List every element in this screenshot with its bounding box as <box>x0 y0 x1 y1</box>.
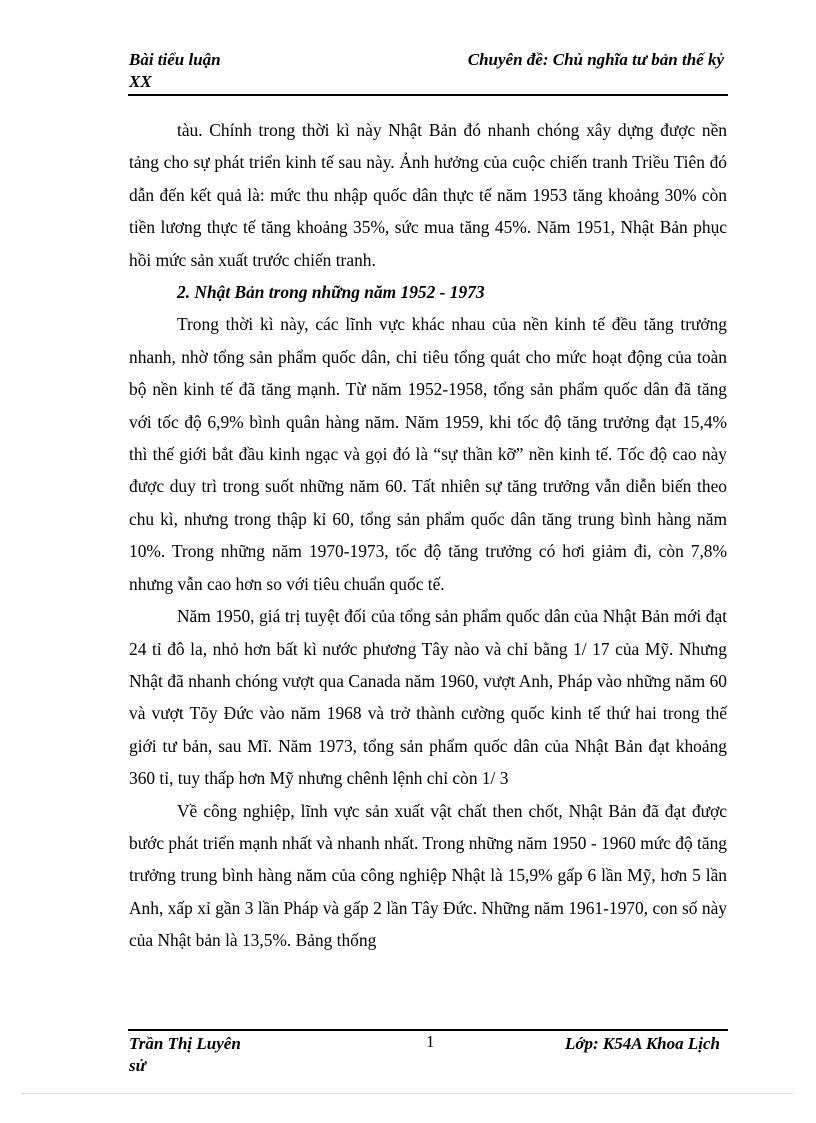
section-heading: 2. Nhật Bản trong những năm 1952 - 1973 <box>177 282 485 303</box>
page-number: 1 <box>426 1032 435 1051</box>
header-title-left: Bài tiểu luận <box>129 50 221 69</box>
page-bottom-divider <box>22 1093 794 1094</box>
header-topic: Chuyên đề: Chủ nghĩa tư bản thế kỷ <box>467 50 724 69</box>
footer-author-continued: sử <box>129 1056 146 1075</box>
footer-rule <box>128 1029 728 1031</box>
document-body <box>129 114 727 957</box>
paragraph-3: Năm 1950, giá trị tuyệt đối của tổng sản phẩm quốc dân của Nhật Bản mới đạt 24 tỉ đô la, nhỏ hơn bất kì nước phương Tây nào và chỉ bằng 1/ 17 của Mỹ. Nhưng Nhật đã nhanh chóng vượt qua Canada năm 1960, vượt Anh, Pháp vào những năm 60 và vượt Tõy Đức vào năm 1968 và trở thành cường quốc kinh tế thứ hai trong thế giới tư bản, sau Mĩ. Năm 1973, tổng sản phẩm quốc dân của Nhật Bản đạt khoảng 360 tỉ, tuy thấp hơn Mỹ nhưng chênh lệnh chỉ còn 1/ 3 <box>129 606 727 789</box>
paragraph-2: Trong thời kì này, các lĩnh vực khác nhau của nền kinh tế đều tăng trưởng nhanh, nhờ tổng sản phẩm quốc dân, chỉ tiêu tổng quát cho mức hoạt động của toàn bộ nền kinh tế đã tăng mạnh. Từ năm 1952-1958, tổng sản phẩm quốc dân đã tăng với tốc độ 6,9% bình quân hàng năm. Năm 1959, khi tốc độ tăng trưởng đạt 15,4% thì thế giới bắt đầu kinh ngạc và gọi đó là “sự thần kỡ” nền kinh tế. Tốc độ cao này được duy trì trong suốt những năm 60. Tất nhiên sự tăng trưởng vẫn diễn biến theo chu kì, nhưng trong thập kỉ 60, tổng sản phẩm quốc dân tăng trung bình hàng năm 10%. Trong những năm 1970-1973, tốc độ tăng trưởng có hơi giảm đi, còn 7,8% nhưng vẫn cao hơn so với tiêu chuẩn quốc tế. <box>129 314 727 594</box>
footer-class: Lớp: K54A Khoa Lịch <box>564 1034 720 1053</box>
paragraph-4: Về công nghiệp, lĩnh vực sản xuất vật chất then chốt, Nhật Bản đã đạt được bước phát triển mạnh nhất và nhanh nhất. Trong những năm 1950 - 1960 mức độ tăng trưởng trung bình hàng năm của công nghiệp Nhật là 15,9% gấp 6 lần Mỹ, hơn 5 lần Anh, xấp xỉ gần 3 lần Pháp và gấp 2 lần Tây Đức. Những năm 1961-1970, con số này của Nhật bản là 13,5%. Bảng thống <box>129 800 727 951</box>
paragraph-1: tàu. Chính trong thời kì này Nhật Bản đó nhanh chóng xây dựng được nền tảng cho sự phát triển kinh tế sau này. Ảnh hưởng của cuộc chiến tranh Triều Tiên đó dẫn đến kết quả là: mức thu nhập quốc dân thực tế năm 1953 tăng khoảng 30% còn tiền lương thực tế tăng khoảng 35%, sức mua tăng 45%. Năm 1951, Nhật Bản phục hồi mức sản xuất trước chiến tranh. <box>129 120 727 270</box>
footer-author: Trần Thị Luyên <box>129 1034 241 1053</box>
header-title-left-continued: XX <box>129 72 152 91</box>
header-rule <box>128 94 728 96</box>
